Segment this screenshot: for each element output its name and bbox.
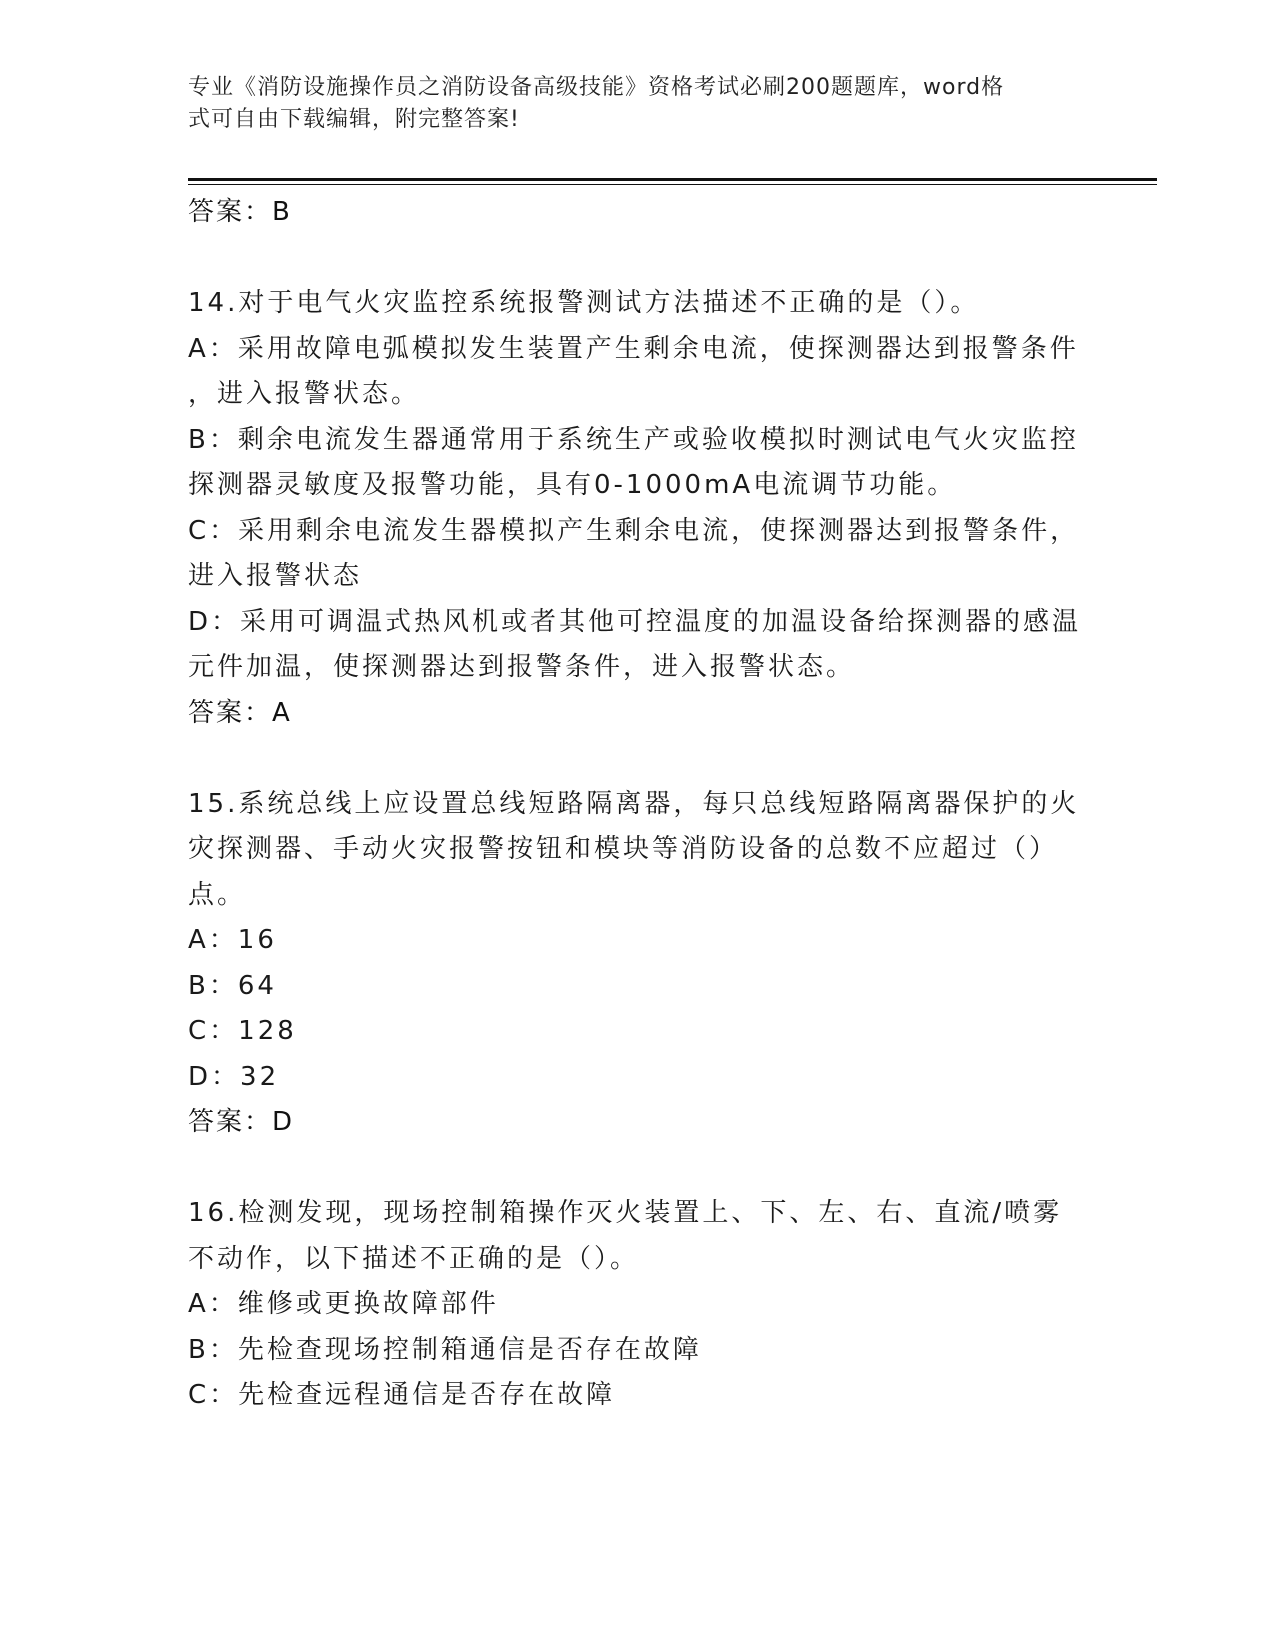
header-line-2: 式可自由下载编辑，附完整答案! (188, 107, 520, 132)
question-text-continued: 灾探测器、手动火灾报警按钮和模块等消防设备的总数不应超过（） (188, 834, 1059, 864)
spacer (188, 1146, 1088, 1192)
option-d-continued: 元件加温，使探测器达到报警条件，进入报警状态。 (188, 652, 856, 682)
question-15 (188, 782, 1088, 1146)
option-a: A：采用故障电弧模拟发生装置产生剩余电流，使探测器达到报警条件 (188, 333, 1079, 364)
question-text: 16.检测发现，现场控制箱操作灭火装置上、下、左、右、直流/喷雾 (188, 1198, 1063, 1228)
option-d: D：32 (188, 1061, 280, 1092)
question-text: 14.对于电气火灾监控系统报警测试方法描述不正确的是（）。 (188, 288, 980, 318)
option-b: B：64 (188, 970, 277, 1001)
question-14 (188, 281, 1088, 736)
option-b: B：剩余电流发生器通常用于系统生产或验收模拟时测试电气火灾监控 (188, 424, 1079, 455)
option-b: B：先检查现场控制箱通信是否存在故障 (188, 1334, 702, 1365)
header-line-1: 专业《消防设施操作员之消防设备高级技能》资格考试必刷200题题库，word格 (188, 75, 1005, 100)
question-text-continued: 不动作，以下描述不正确的是（）。 (188, 1243, 640, 1274)
answer-line: 答案：D (188, 1107, 295, 1137)
header-divider-thick (188, 178, 1157, 181)
option-c: C：采用剩余电流发生器模拟产生剩余电流，使探测器达到报警条件， (188, 515, 1080, 546)
spacer (188, 236, 1088, 282)
question-16 (188, 1191, 1088, 1419)
option-c-continued: 进入报警状态 (188, 561, 363, 591)
spacer (188, 736, 1088, 782)
option-a-continued: ，进入报警状态。 (188, 379, 421, 409)
header-divider-thin (188, 184, 1157, 185)
answer-line: 答案：A (188, 697, 292, 728)
question-text-continued: 点。 (188, 879, 247, 910)
option-a: A：维修或更换故障部件 (188, 1289, 499, 1319)
option-c: C：先检查远程通信是否存在故障 (188, 1380, 616, 1410)
question-text: 15.系统总线上应设置总线短路隔离器，每只总线短路隔离器保护的火 (188, 788, 1080, 819)
option-c: C：128 (188, 1016, 297, 1046)
document-header (188, 72, 1088, 136)
option-b-continued: 探测器灵敏度及报警功能，具有0-1000mA电流调节功能。 (188, 470, 957, 500)
document-body (188, 190, 1088, 1419)
option-d: D：采用可调温式热风机或者其他可控温度的加温设备给探测器的感温 (188, 606, 1082, 637)
option-a: A：16 (188, 925, 277, 955)
answer-line: 答案：B (188, 197, 292, 227)
